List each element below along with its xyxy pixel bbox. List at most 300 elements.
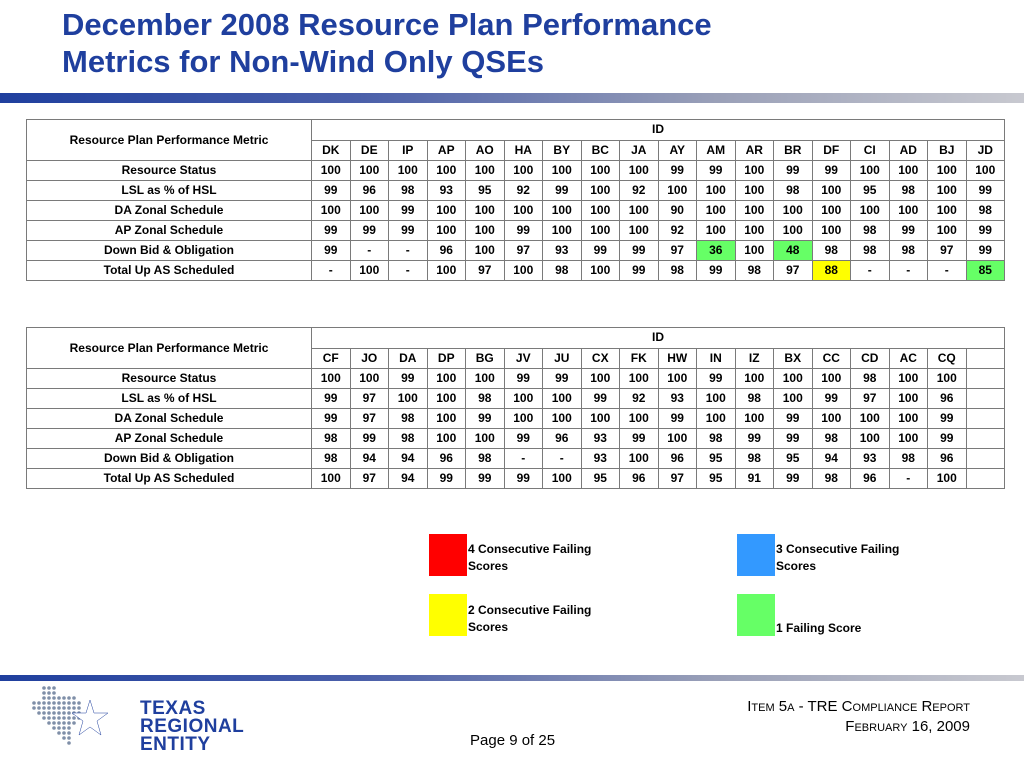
value-cell: 94: [350, 449, 389, 469]
value-cell: 100: [504, 261, 543, 281]
table-row: [27, 389, 1005, 409]
value-cell: 100: [312, 469, 351, 489]
value-cell: 100: [774, 389, 813, 409]
value-cell: 100: [466, 161, 505, 181]
id-header-cell: IP: [389, 140, 428, 161]
value-cell: 96: [928, 449, 967, 469]
id-header-cell: JO: [350, 348, 389, 369]
value-cell: 100: [620, 201, 659, 221]
value-cell: 95: [697, 449, 736, 469]
metric-name-cell: Total Up AS Scheduled: [27, 469, 312, 489]
value-cell: 100: [851, 201, 890, 221]
value-cell: 98: [658, 261, 697, 281]
value-cell: 100: [427, 429, 466, 449]
value-cell: 100: [889, 429, 928, 449]
value-cell: 96: [928, 389, 967, 409]
id-header-cell: JA: [620, 140, 659, 161]
metrics-table-1: [26, 119, 1005, 281]
table-row: [27, 469, 1005, 489]
value-cell: 99: [774, 429, 813, 449]
value-cell: 96: [427, 241, 466, 261]
id-header-cell: BJ: [928, 140, 967, 161]
value-cell: 94: [389, 449, 428, 469]
value-cell: 85: [966, 261, 1005, 281]
value-cell: 92: [620, 181, 659, 201]
id-header-cell: DE: [350, 140, 389, 161]
value-cell: 100: [581, 201, 620, 221]
value-cell: 100: [581, 161, 620, 181]
id-header-cell: CF: [312, 348, 351, 369]
value-cell: 99: [774, 469, 813, 489]
value-cell: 98: [851, 221, 890, 241]
value-cell: 100: [620, 369, 659, 389]
metric-name-cell: AP Zonal Schedule: [27, 429, 312, 449]
value-cell: 98: [466, 449, 505, 469]
legend-blue-label: 3 Consecutive Failing Scores: [776, 542, 900, 573]
value-cell: 98: [851, 369, 890, 389]
value-cell: 99: [504, 369, 543, 389]
table-row: [27, 449, 1005, 469]
value-cell: 100: [889, 389, 928, 409]
value-cell: 98: [312, 449, 351, 469]
value-cell: 100: [543, 469, 582, 489]
value-cell: 100: [504, 161, 543, 181]
value-cell: 100: [466, 221, 505, 241]
value-cell: 100: [812, 369, 851, 389]
value-cell: 90: [658, 201, 697, 221]
value-cell: 100: [774, 201, 813, 221]
value-cell: 91: [735, 469, 774, 489]
id-header-cell: CQ: [928, 348, 967, 369]
logo-line-2: REGIONAL: [140, 716, 245, 737]
value-cell: 92: [658, 221, 697, 241]
table-row: [27, 201, 1005, 221]
value-cell: 100: [466, 369, 505, 389]
value-cell: -: [350, 241, 389, 261]
slide-title: [62, 6, 962, 80]
value-cell: -: [504, 449, 543, 469]
value-cell: 95: [774, 449, 813, 469]
value-cell: 93: [658, 389, 697, 409]
value-cell: 99: [504, 429, 543, 449]
id-header-cell: CI: [851, 140, 890, 161]
value-cell: 92: [620, 389, 659, 409]
value-cell: 94: [812, 449, 851, 469]
metric-column-header: Resource Plan Performance Metric: [27, 328, 312, 369]
value-cell: 98: [889, 241, 928, 261]
value-cell: 99: [581, 389, 620, 409]
value-cell: -: [889, 469, 928, 489]
value-cell: 96: [350, 181, 389, 201]
value-cell: 97: [774, 261, 813, 281]
id-header-cell: JV: [504, 348, 543, 369]
value-cell: 100: [312, 161, 351, 181]
value-cell: 100: [427, 261, 466, 281]
value-cell: -: [389, 261, 428, 281]
value-cell: 100: [543, 161, 582, 181]
value-cell: 100: [889, 369, 928, 389]
value-cell: 100: [312, 369, 351, 389]
value-cell: 100: [697, 221, 736, 241]
footer-date: February 16, 2009: [845, 718, 970, 735]
metrics-table-2: [26, 327, 1005, 489]
value-cell: 100: [581, 409, 620, 429]
value-cell: 99: [928, 409, 967, 429]
metric-name-cell: LSL as % of HSL: [27, 181, 312, 201]
value-cell: 97: [504, 241, 543, 261]
texas-regional-entity-logo: [30, 684, 245, 756]
value-cell: 99: [620, 429, 659, 449]
id-header-cell: BC: [581, 140, 620, 161]
value-cell: 99: [312, 389, 351, 409]
value-cell: 98: [851, 241, 890, 261]
value-cell: 96: [620, 469, 659, 489]
value-cell: 97: [928, 241, 967, 261]
footer-divider: [0, 675, 1024, 681]
value-cell: 99: [620, 241, 659, 261]
value-cell: 100: [735, 221, 774, 241]
value-cell: 93: [851, 449, 890, 469]
value-cell: 100: [928, 181, 967, 201]
id-header-cell: BR: [774, 140, 813, 161]
id-header-cell: JU: [543, 348, 582, 369]
value-cell: -: [389, 241, 428, 261]
value-cell: 100: [851, 429, 890, 449]
value-cell: 100: [697, 409, 736, 429]
table-row: [27, 181, 1005, 201]
id-header-cell: DA: [389, 348, 428, 369]
value-cell: [966, 409, 1005, 429]
value-cell: [966, 449, 1005, 469]
value-cell: 100: [928, 221, 967, 241]
page-number: Page 9 of 25: [470, 732, 556, 749]
value-cell: 98: [735, 261, 774, 281]
value-cell: 99: [658, 409, 697, 429]
value-cell: 100: [466, 241, 505, 261]
value-cell: 93: [543, 241, 582, 261]
value-cell: 98: [389, 409, 428, 429]
value-cell: 99: [389, 369, 428, 389]
value-cell: 100: [543, 201, 582, 221]
value-cell: 100: [928, 201, 967, 221]
metric-name-cell: DA Zonal Schedule: [27, 409, 312, 429]
metric-name-cell: Resource Status: [27, 369, 312, 389]
value-cell: 100: [466, 201, 505, 221]
logo-line-1: TEXAS: [140, 698, 206, 719]
id-header-cell: HA: [504, 140, 543, 161]
value-cell: 100: [427, 201, 466, 221]
value-cell: 100: [697, 201, 736, 221]
value-cell: 99: [427, 469, 466, 489]
value-cell: 92: [504, 181, 543, 201]
legend-blue-swatch: [737, 534, 775, 576]
value-cell: 95: [466, 181, 505, 201]
value-cell: 100: [427, 221, 466, 241]
value-cell: -: [889, 261, 928, 281]
legend-green-swatch: [737, 594, 775, 636]
value-cell: 99: [466, 469, 505, 489]
id-header-cell: DP: [427, 348, 466, 369]
table-header-row: [27, 120, 1005, 141]
metric-name-cell: Down Bid & Obligation: [27, 241, 312, 261]
metric-name-cell: Total Up AS Scheduled: [27, 261, 312, 281]
legend-red-label: 4 Consecutive Failing Scores: [468, 542, 592, 573]
value-cell: 100: [427, 161, 466, 181]
value-cell: [966, 429, 1005, 449]
value-cell: 100: [774, 369, 813, 389]
table-row: [27, 161, 1005, 181]
id-header-cell: AM: [697, 140, 736, 161]
title-divider: [0, 93, 1024, 103]
value-cell: 98: [889, 449, 928, 469]
value-cell: 100: [774, 221, 813, 241]
value-cell: 100: [581, 261, 620, 281]
id-column-group-header: ID: [312, 120, 1005, 141]
value-cell: 99: [966, 241, 1005, 261]
value-cell: 100: [928, 161, 967, 181]
id-header-cell: CC: [812, 348, 851, 369]
metric-name-cell: Resource Status: [27, 161, 312, 181]
value-cell: 100: [504, 389, 543, 409]
value-cell: 99: [350, 221, 389, 241]
value-cell: 97: [466, 261, 505, 281]
value-cell: 99: [350, 429, 389, 449]
value-cell: 100: [658, 369, 697, 389]
value-cell: 98: [812, 241, 851, 261]
value-cell: 100: [620, 161, 659, 181]
value-cell: 98: [389, 181, 428, 201]
table-row: [27, 241, 1005, 261]
value-cell: 97: [350, 409, 389, 429]
value-cell: 98: [389, 429, 428, 449]
value-cell: 99: [812, 389, 851, 409]
value-cell: 98: [966, 201, 1005, 221]
value-cell: 100: [812, 409, 851, 429]
texas-star-icon: [70, 698, 110, 738]
value-cell: 100: [812, 221, 851, 241]
value-cell: 98: [812, 429, 851, 449]
value-cell: 98: [735, 449, 774, 469]
footer-report-title: Item 5a - TRE Compliance Report: [747, 698, 970, 715]
value-cell: -: [928, 261, 967, 281]
value-cell: 100: [735, 181, 774, 201]
value-cell: 100: [928, 469, 967, 489]
value-cell: 99: [543, 369, 582, 389]
table-row: [27, 221, 1005, 241]
id-header-cell: BY: [543, 140, 582, 161]
value-cell: 99: [543, 181, 582, 201]
id-header-cell: AO: [466, 140, 505, 161]
value-cell: 99: [774, 409, 813, 429]
value-cell: 99: [389, 221, 428, 241]
id-header-cell: AY: [658, 140, 697, 161]
value-cell: 100: [812, 181, 851, 201]
value-cell: 100: [389, 389, 428, 409]
value-cell: 99: [774, 161, 813, 181]
value-cell: 100: [581, 369, 620, 389]
value-cell: 99: [735, 429, 774, 449]
value-cell: 97: [658, 469, 697, 489]
value-cell: 100: [543, 221, 582, 241]
value-cell: 93: [427, 181, 466, 201]
id-header-cell: BG: [466, 348, 505, 369]
value-cell: 98: [466, 389, 505, 409]
id-header-cell: IZ: [735, 348, 774, 369]
value-cell: 100: [350, 261, 389, 281]
value-cell: 99: [581, 241, 620, 261]
value-cell: 96: [427, 449, 466, 469]
legend-green-label: 1 Failing Score: [776, 621, 862, 635]
value-cell: -: [543, 449, 582, 469]
value-cell: 99: [966, 221, 1005, 241]
value-cell: 100: [889, 201, 928, 221]
value-cell: 100: [350, 369, 389, 389]
value-cell: 99: [697, 161, 736, 181]
id-header-cell: AP: [427, 140, 466, 161]
id-header-cell: JD: [966, 140, 1005, 161]
metric-name-cell: Down Bid & Obligation: [27, 449, 312, 469]
value-cell: 98: [812, 469, 851, 489]
id-header-cell: FK: [620, 348, 659, 369]
value-cell: 100: [504, 409, 543, 429]
value-cell: 99: [466, 409, 505, 429]
table-header-row: [27, 328, 1005, 349]
id-header-cell: BX: [774, 348, 813, 369]
value-cell: 97: [350, 469, 389, 489]
value-cell: 100: [427, 409, 466, 429]
value-cell: 98: [697, 429, 736, 449]
value-cell: 99: [312, 241, 351, 261]
table-row: [27, 261, 1005, 281]
legend-yellow-label: 2 Consecutive Failing Scores: [468, 603, 592, 634]
value-cell: 100: [620, 449, 659, 469]
value-cell: 99: [889, 221, 928, 241]
value-cell: 99: [312, 181, 351, 201]
value-cell: 100: [735, 409, 774, 429]
value-cell: 36: [697, 241, 736, 261]
value-cell: 95: [581, 469, 620, 489]
value-cell: 100: [504, 201, 543, 221]
value-cell: 99: [504, 469, 543, 489]
table-row: [27, 369, 1005, 389]
value-cell: 93: [581, 449, 620, 469]
value-cell: 100: [350, 161, 389, 181]
value-cell: 95: [851, 181, 890, 201]
value-cell: 99: [658, 161, 697, 181]
id-header-cell: AD: [889, 140, 928, 161]
value-cell: 100: [543, 389, 582, 409]
value-cell: 96: [543, 429, 582, 449]
value-cell: 100: [581, 221, 620, 241]
value-cell: 48: [774, 241, 813, 261]
value-cell: 99: [812, 161, 851, 181]
table-row: [27, 429, 1005, 449]
id-header-cell: IN: [697, 348, 736, 369]
value-cell: 100: [697, 389, 736, 409]
value-cell: [966, 369, 1005, 389]
value-cell: 99: [620, 261, 659, 281]
value-cell: 100: [966, 161, 1005, 181]
value-cell: 100: [889, 409, 928, 429]
id-column-group-header: ID: [312, 328, 1005, 349]
value-cell: 100: [697, 181, 736, 201]
value-cell: 94: [389, 469, 428, 489]
value-cell: 97: [851, 389, 890, 409]
legend-red-swatch: [429, 534, 467, 576]
value-cell: 100: [620, 221, 659, 241]
value-cell: 98: [543, 261, 582, 281]
value-cell: 100: [620, 409, 659, 429]
value-cell: 100: [735, 241, 774, 261]
value-cell: -: [312, 261, 351, 281]
value-cell: 99: [928, 429, 967, 449]
value-cell: -: [851, 261, 890, 281]
value-cell: 99: [312, 221, 351, 241]
value-cell: 100: [466, 429, 505, 449]
id-header-cell: CX: [581, 348, 620, 369]
value-cell: 98: [774, 181, 813, 201]
value-cell: 97: [658, 241, 697, 261]
table-row: [27, 409, 1005, 429]
id-header-cell: HW: [658, 348, 697, 369]
value-cell: [966, 389, 1005, 409]
value-cell: 100: [427, 389, 466, 409]
metric-name-cell: LSL as % of HSL: [27, 389, 312, 409]
value-cell: 100: [312, 201, 351, 221]
value-cell: 100: [889, 161, 928, 181]
value-cell: 96: [658, 449, 697, 469]
value-cell: 99: [389, 201, 428, 221]
metric-name-cell: DA Zonal Schedule: [27, 201, 312, 221]
value-cell: 100: [658, 181, 697, 201]
value-cell: 100: [851, 161, 890, 181]
value-cell: 96: [851, 469, 890, 489]
id-header-cell: DF: [812, 140, 851, 161]
id-header-cell: AC: [889, 348, 928, 369]
value-cell: 88: [812, 261, 851, 281]
value-cell: 100: [427, 369, 466, 389]
value-cell: 100: [658, 429, 697, 449]
id-header-cell: [966, 348, 1005, 369]
id-header-cell: AR: [735, 140, 774, 161]
logo-line-3: ENTITY: [140, 734, 211, 755]
value-cell: 99: [697, 369, 736, 389]
value-cell: 95: [697, 469, 736, 489]
value-cell: [966, 469, 1005, 489]
slide-title-line-2: Metrics for Non-Wind Only QSEs: [62, 44, 544, 79]
value-cell: 100: [543, 409, 582, 429]
value-cell: 98: [889, 181, 928, 201]
value-cell: 100: [928, 369, 967, 389]
value-cell: 100: [812, 201, 851, 221]
value-cell: 99: [697, 261, 736, 281]
value-cell: 99: [312, 409, 351, 429]
value-cell: 100: [581, 181, 620, 201]
value-cell: 100: [735, 201, 774, 221]
value-cell: 100: [851, 409, 890, 429]
value-cell: 100: [735, 369, 774, 389]
value-cell: 99: [966, 181, 1005, 201]
value-cell: 100: [735, 161, 774, 181]
value-cell: 97: [350, 389, 389, 409]
id-header-cell: CD: [851, 348, 890, 369]
value-cell: 93: [581, 429, 620, 449]
id-header-cell: DK: [312, 140, 351, 161]
metric-name-cell: AP Zonal Schedule: [27, 221, 312, 241]
metric-column-header: Resource Plan Performance Metric: [27, 120, 312, 161]
value-cell: 99: [504, 221, 543, 241]
legend-yellow-swatch: [429, 594, 467, 636]
